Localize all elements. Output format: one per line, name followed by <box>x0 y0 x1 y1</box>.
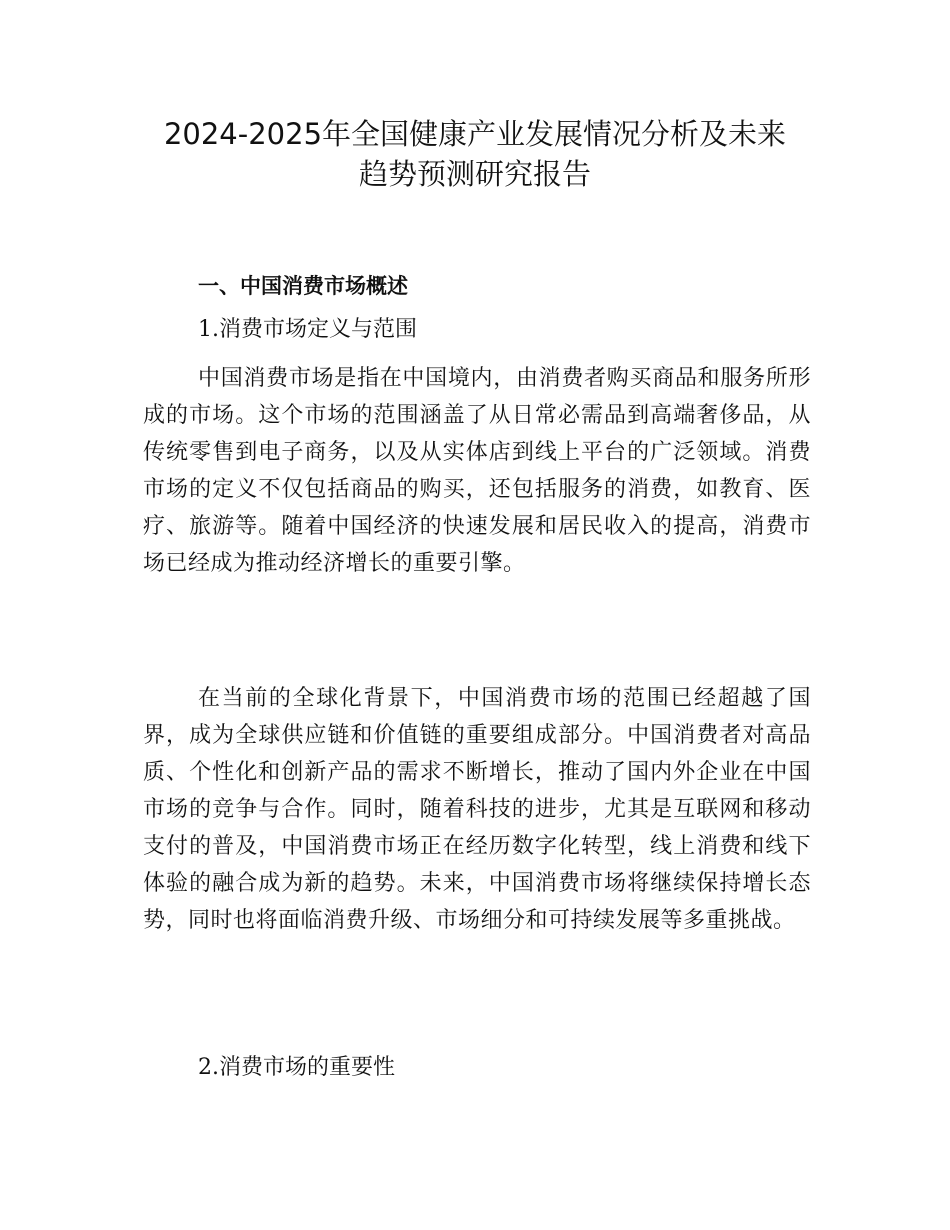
document-title-line-1: 2024-2025年全国健康产业发展情况分析及未来 <box>163 117 787 151</box>
section-heading-consumer-market-overview: 一、中国消费市场概述 <box>198 274 408 298</box>
subsection-heading-definition-scope: 1.消费市场定义与范围 <box>198 317 417 342</box>
document-title-line-2: 趋势预测研究报告 <box>358 157 591 191</box>
paragraph-globalization: 在当前的全球化背景下，中国消费市场的范围已经超越了国界，成为全球供应链和价值链的重要组成部分。中国消费者对高品质、个性化和创新产品的需求不断增长，推动了国内外企业在中国市场的竞争与合作。同时，随着科技的进步，尤其是互联网和移动支付的普及，中国消费市场正在经历数字化转型，线上消费和线下体验的融合成为新的趋势。未来，中国消费市场将继续保持增长态势，同时也将面临消费升级、市场细分和可持续发展等多重挑战。 <box>143 686 811 933</box>
subsection-heading-importance: 2.消费市场的重要性 <box>198 1055 395 1080</box>
paragraph-definition: 中国消费市场是指在中国境内，由消费者购买商品和服务所形成的市场。这个市场的范围涵盖了从日常必需品到高端奢侈品，从传统零售到电子商务，以及从实体店到线上平台的广泛领域。消费市场的定义不仅包括商品的购买，还包括服务的消费，如教育、医疗、旅游等。随着中国经济的快速发展和居民收入的提高，消费市场已经成为推动经济增长的重要引擎。 <box>143 366 811 576</box>
